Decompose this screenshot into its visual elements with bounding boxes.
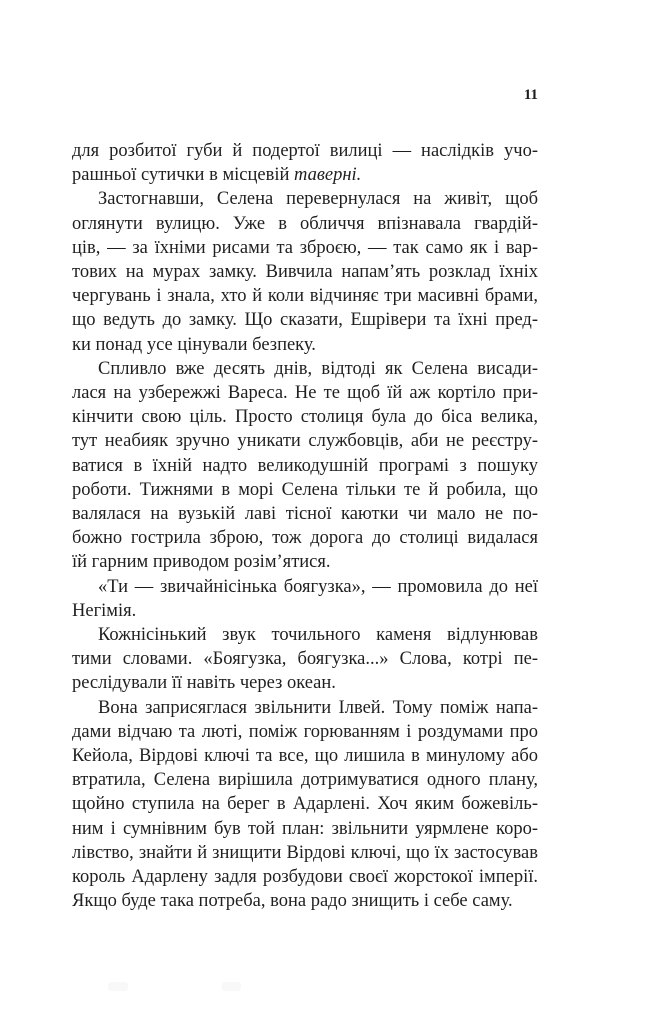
text-line: що ведуть до замку. Що сказати, Ешрівери та їхні пред-: [72, 310, 538, 331]
text-line: Негімія.: [72, 600, 137, 621]
show-through-artifact: [108, 982, 128, 991]
text-line: лівство, знайти й знищити Вірдові ключі, що їх застосував: [72, 842, 538, 863]
text-line: Кейола, Вірдові ключі та все, що лишила в минулому або: [72, 746, 538, 767]
text-line: реслідували її навіть через океан.: [72, 673, 336, 694]
text-line: кінчити свою ціль. Просто столиця була до біса велика,: [72, 407, 538, 428]
text-line: оглянути вулицю. Уже в обличчя впізнавала гвардій-: [72, 213, 538, 234]
page-number: 11: [523, 87, 538, 103]
text-line: для розбитої губи й подертої вилиці — наслідків учо-: [72, 141, 538, 161]
paragraph: [72, 696, 538, 914]
text-line: «Ти — звичайнісінька боягузка», — промовила до неї: [98, 576, 538, 597]
text-line: ватися в їхній надто великодушній програмі з пошуку: [72, 455, 538, 476]
paragraph: [72, 357, 538, 575]
paragraph: [72, 187, 538, 356]
text-line: щойно ступила на берег в Адарлені. Хоч яким божевіль-: [72, 794, 538, 815]
text-line: ним і сумнівним був той план: звільнити уярмлене коро-: [72, 818, 538, 839]
text-line: ців, — за їхніми рисами та зброєю, — так само як і вар-: [72, 237, 538, 258]
page-text: [72, 139, 538, 914]
text-line: король Адарлену задля розбудови своєї жорстокої імперії.: [72, 867, 538, 888]
text-line: лася на узбережжі Вареса. Не те щоб їй аж кортіло при-: [72, 383, 538, 404]
text-line: рашньої сутички в місцевій таверні.: [72, 165, 362, 186]
text-line: роботи. Тижнями в морі Селена тільки те й робила, що: [72, 479, 538, 500]
text-line: тут неабияк зручно уникати службовців, аби не реєстру-: [72, 431, 538, 452]
italic-text: таверні.: [294, 165, 362, 186]
text-line: тими словами. «Боягузка, боягузка...» Слова, котрі пе-: [72, 649, 538, 670]
text-line: Кожнісінький звук точильного каменя відлунював: [98, 625, 538, 646]
text-line: Якщо буде така потреба, вона радо знищить і себе саму.: [72, 891, 513, 912]
text-line: Вона заприсяглася звільнити Ілвей. Тому поміж напа-: [98, 697, 538, 718]
paragraph: [72, 575, 538, 623]
text-line: божно гострила зброю, тож дорога до столиці видалася: [72, 528, 538, 549]
text-line: дами відчаю та люті, поміж горюванням і роздумами про: [72, 721, 538, 742]
text-line: ки понад усе цінували безпеку.: [72, 334, 316, 355]
text-line: Спливло вже десять днів, відтоді як Селена висади-: [98, 358, 538, 379]
text-line: валялася на вузькій лаві тісної каютки чи мало не по-: [72, 504, 538, 525]
show-through-artifact: [222, 982, 241, 991]
text-line: Застогнавши, Селена перевернулася на живіт, щоб: [98, 189, 538, 210]
text-line: втратила, Селена вирішила дотримуватися одного плану,: [72, 770, 538, 791]
text-line: їй гарним приводом розім’ятися.: [72, 552, 331, 573]
paragraph: [72, 139, 538, 187]
paragraph: [72, 623, 538, 696]
text-line: чергувань і знала, хто й коли відчиняє три масивні брами,: [72, 286, 538, 307]
text-line: тових на мурах замку. Вивчила напам’ять розклад їхніх: [72, 262, 538, 283]
